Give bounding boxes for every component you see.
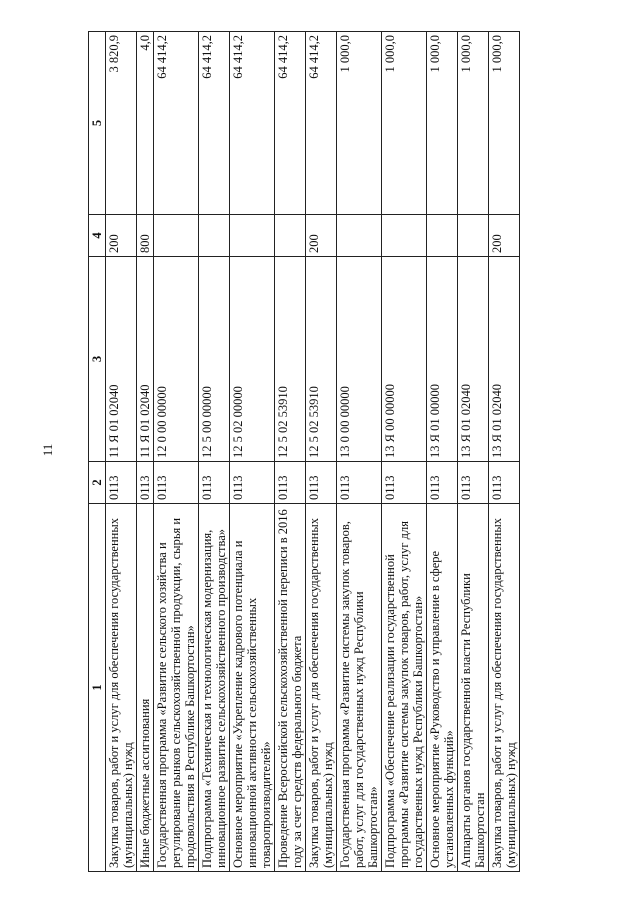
row-target-code: 13 Я 00 00000 bbox=[382, 257, 427, 462]
row-target-code: 13 Я 01 02040 bbox=[458, 257, 489, 462]
row-expense-type: 200 bbox=[489, 215, 520, 257]
row-name: Основное мероприятие «Укрепление кадрового потенциала и инновационной активности сельскохозяйственных товаропроизводителей» bbox=[230, 504, 275, 872]
row-expense-type: 200 bbox=[306, 215, 337, 257]
row-section: 0113 bbox=[137, 462, 154, 504]
row-name: Подпрограмма «Обеспечение реализации государственной программы «Развитие системы закупок товаров, работ, услуг для государственных нужд Республики Башкортостан» bbox=[382, 504, 427, 872]
row-section: 0113 bbox=[337, 462, 382, 504]
row-section: 0113 bbox=[458, 462, 489, 504]
row-target-code: 13 Я 01 02040 bbox=[489, 257, 520, 462]
header-col-2: 2 bbox=[89, 462, 106, 504]
table-row bbox=[230, 32, 275, 872]
row-expense-type bbox=[382, 215, 427, 257]
row-target-code: 12 5 02 00000 bbox=[230, 257, 275, 462]
header-col-3: 3 bbox=[89, 257, 106, 462]
row-name: Закупка товаров, работ и услуг для обеспечения государственных (муниципальных) нужд bbox=[489, 504, 520, 872]
row-section: 0113 bbox=[306, 462, 337, 504]
row-section: 0113 bbox=[382, 462, 427, 504]
table-row bbox=[458, 32, 489, 872]
table-row bbox=[337, 32, 382, 872]
header-col-4: 4 bbox=[89, 215, 106, 257]
table-row bbox=[137, 32, 154, 872]
page-number: 11 bbox=[40, 443, 55, 457]
table-row bbox=[427, 32, 458, 872]
row-amount: 1 000,0 bbox=[382, 32, 427, 215]
row-target-code: 12 5 02 53910 bbox=[275, 257, 306, 462]
row-amount: 4,0 bbox=[137, 32, 154, 215]
row-name: Закупка товаров, работ и услуг для обеспечения государственных (муниципальных) нужд bbox=[306, 504, 337, 872]
row-expense-type bbox=[337, 215, 382, 257]
row-expense-type bbox=[275, 215, 306, 257]
row-target-code: 12 5 00 00000 bbox=[199, 257, 230, 462]
row-target-code: 13 0 00 00000 bbox=[337, 257, 382, 462]
row-amount: 1 000,0 bbox=[427, 32, 458, 215]
row-amount: 64 414,2 bbox=[306, 32, 337, 215]
row-section: 0113 bbox=[489, 462, 520, 504]
table-row bbox=[199, 32, 230, 872]
row-expense-type bbox=[458, 215, 489, 257]
row-amount: 3 820,9 bbox=[106, 32, 137, 215]
row-name: Государственная программа «Развитие системы закупок товаров, работ, услуг для государственных нужд Республики Башкортостан» bbox=[337, 504, 382, 872]
row-amount: 64 414,2 bbox=[154, 32, 199, 215]
header-col-1: 1 bbox=[89, 504, 106, 872]
row-expense-type bbox=[427, 215, 458, 257]
header-col-5: 5 bbox=[89, 32, 106, 215]
table-row bbox=[154, 32, 199, 872]
row-amount: 64 414,2 bbox=[230, 32, 275, 215]
row-target-code: 11 Я 01 02040 bbox=[106, 257, 137, 462]
budget-table bbox=[88, 31, 520, 872]
row-section: 0113 bbox=[106, 462, 137, 504]
row-target-code: 13 Я 01 00000 bbox=[427, 257, 458, 462]
row-name: Закупка товаров, работ и услуг для обеспечения государственных (муниципальных) нужд bbox=[106, 504, 137, 872]
row-expense-type: 800 bbox=[137, 215, 154, 257]
row-amount: 1 000,0 bbox=[489, 32, 520, 215]
row-amount: 64 414,2 bbox=[199, 32, 230, 215]
row-amount: 64 414,2 bbox=[275, 32, 306, 215]
row-amount: 1 000,0 bbox=[337, 32, 382, 215]
header-row bbox=[89, 32, 106, 872]
row-name: Основное мероприятие «Руководство и управление в сфере установленных функций» bbox=[427, 504, 458, 872]
row-expense-type bbox=[199, 215, 230, 257]
row-section: 0113 bbox=[199, 462, 230, 504]
row-name: Аппараты органов государственной власти Республики Башкортостан bbox=[458, 504, 489, 872]
row-section: 0113 bbox=[275, 462, 306, 504]
row-section: 0113 bbox=[427, 462, 458, 504]
row-target-code: 12 5 02 53910 bbox=[306, 257, 337, 462]
table-body bbox=[106, 32, 520, 872]
row-name: Проведение Всероссийской сельскохозяйственной переписи в 2016 году за счет средств федерального бюджета bbox=[275, 504, 306, 872]
row-expense-type: 200 bbox=[106, 215, 137, 257]
row-section: 0113 bbox=[230, 462, 275, 504]
row-name: Иные бюджетные ассигнования bbox=[137, 504, 154, 872]
table-row bbox=[275, 32, 306, 872]
rotated-budget-table-container bbox=[88, 32, 548, 872]
table-row bbox=[106, 32, 137, 872]
row-amount: 1 000,0 bbox=[458, 32, 489, 215]
table-row bbox=[306, 32, 337, 872]
table-row bbox=[489, 32, 520, 872]
row-expense-type bbox=[230, 215, 275, 257]
row-name: Подпрограмма «Техническая и технологическая модернизация, инновационное развитие сельскохозяйственного производства» bbox=[199, 504, 230, 872]
row-name: Государственная программа «Развитие сельского хозяйства и регулирование рынков сельскохозяйственной продукции, сырья и продовольствия в Республике Башкортостан» bbox=[154, 504, 199, 872]
row-target-code: 12 0 00 00000 bbox=[154, 257, 199, 462]
row-target-code: 11 Я 01 02040 bbox=[137, 257, 154, 462]
table-row bbox=[382, 32, 427, 872]
row-expense-type bbox=[154, 215, 199, 257]
row-section: 0113 bbox=[154, 462, 199, 504]
